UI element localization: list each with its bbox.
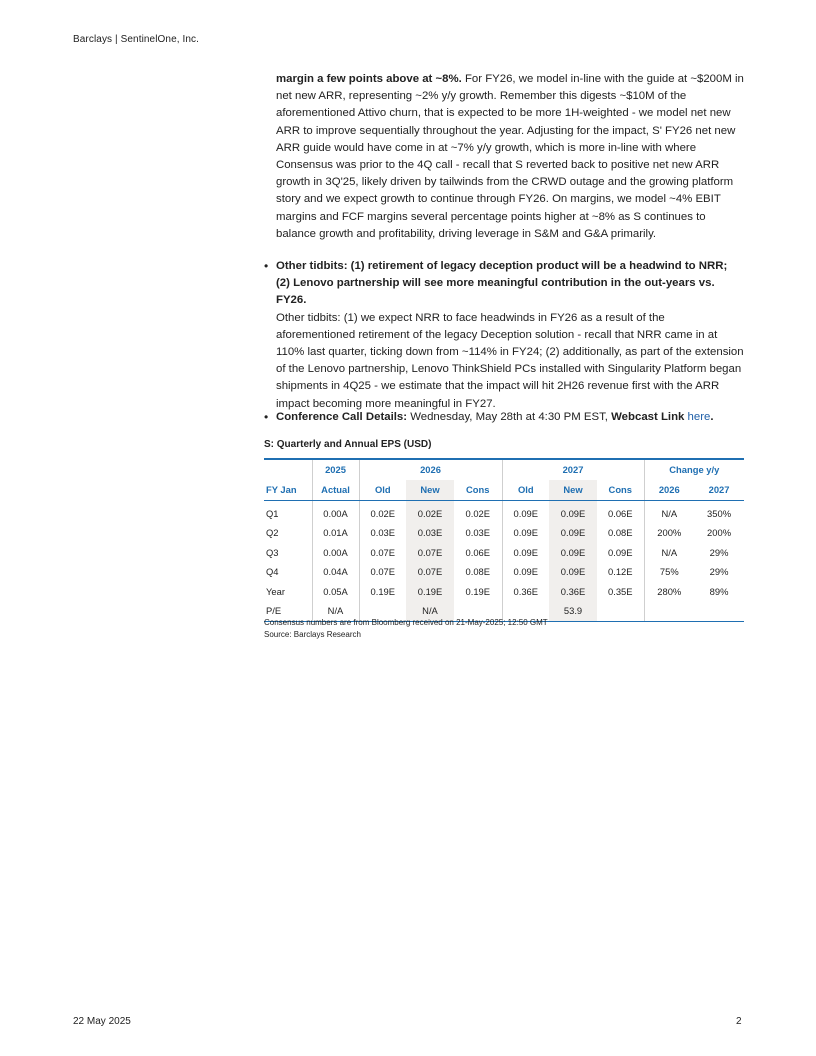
bullet-conference-call [264,409,744,426]
cell-new-2026: 0.03E [406,523,454,543]
cell-cons-2026: 0.02E [465,507,490,519]
cell-new-2026: 0.07E [406,562,454,582]
group-2027: 2027 [502,459,644,480]
table-row [264,543,744,563]
table-row [264,582,744,602]
bullet-heading: Other tidbits: (1) retirement of legacy deception product will be a headwind to NRR; (2) Lenovo partnership will see more meaningful contribution in the out-years vs. FY26. [276,260,728,307]
col-2026-cons: Cons [454,480,502,501]
cell-old-2026: 0.19E [359,582,406,602]
group-2026: 2026 [359,459,502,480]
cell-change-2026: 200% [644,523,694,543]
eps-table [264,458,744,622]
cell-old-2027: 0.09E [502,543,549,563]
cell-cons-2026: 0.03E [465,527,490,539]
conference-label: Conference Call Details: [276,411,408,423]
cell-new-2027: 0.09E [549,543,597,563]
cell-cons-2026: 0.06E [465,546,490,558]
cell-label: Q4 [266,566,279,578]
cell-change-2027: 29% [709,546,729,558]
col-2027-cons: Cons [597,480,644,501]
cell-change-2027: 29% [709,566,729,578]
cell-old-2026: 0.07E [359,562,406,582]
footer-date: 22 May 2025 [73,1016,131,1027]
bullet-other-tidbits [264,258,744,413]
cell-new-2027: 0.09E [549,500,597,523]
col-2026-old: Old [359,480,406,501]
paragraph-text [264,71,744,243]
cell-new-2027: 0.09E [549,523,597,543]
cell-cons-2026: 0.19E [465,585,490,597]
cell-cons-2027 [597,601,644,621]
cell-actual-2025: 0.00A [312,543,359,563]
cell-change-2027: 200% [707,527,732,539]
cell-old-2027: 0.09E [502,562,549,582]
cell-cons-2027: 0.09E [608,546,633,558]
cell-old-2027: 0.09E [502,500,549,523]
column-header-row [264,480,744,501]
cell-old-2027: 0.09E [502,523,549,543]
table-row [264,500,744,523]
paragraph-lead: margin a few points above at ~8%. [276,73,462,85]
document-header: Barclays | SentinelOne, Inc. [73,34,200,45]
cell-new-2027: 53.9 [549,601,597,621]
cell-cons-2027: 0.12E [608,566,633,578]
webcast-label: Webcast Link [611,411,685,423]
consensus-note: Consensus numbers are from Bloomberg received on 21-May-2025; 12:50 GMT [264,618,548,627]
cell-actual-2025: 0.05A [312,582,359,602]
cell-label: Q1 [266,507,279,519]
cell-label: Q3 [266,546,279,558]
period: . [710,411,714,423]
cell-change-2026 [644,601,694,621]
cell-actual-2025: N/A [312,601,359,621]
paragraph-margins [264,71,744,243]
conference-details: Wednesday, May 28th at 4:30 PM EST, [407,411,612,423]
cell-new-2026: 0.02E [406,500,454,523]
bullet-dot: • [264,410,269,424]
source-note: Source: Barclays Research [264,629,361,639]
cell-old-2027: 0.36E [502,582,549,602]
cell-actual-2025: 0.01A [312,523,359,543]
cell-change-2027 [694,601,744,621]
cell-old-2026: 0.02E [359,500,406,523]
cell-new-2026: N/A [406,601,454,621]
cell-old-2026: 0.07E [359,543,406,563]
cell-change-2027: 89% [709,585,729,597]
cell-new-2026: 0.07E [406,543,454,563]
cell-old-2026: 0.03E [359,523,406,543]
col-change-2027: 2027 [694,480,744,501]
col-2026-new: New [406,480,454,501]
cell-change-2026: N/A [644,543,694,563]
cell-new-2027: 0.09E [549,562,597,582]
cell-new-2026: 0.19E [406,582,454,602]
group-2025: 2025 [312,459,359,480]
table-notes [264,617,548,640]
table-title: S: Quarterly and Annual EPS (USD) [264,439,432,450]
cell-cons-2027: 0.08E [608,527,633,539]
col-actual: Actual [312,480,359,501]
bullet-dot: • [264,259,269,273]
cell-actual-2025: 0.04A [312,562,359,582]
cell-change-2027: 350% [707,507,732,519]
cell-new-2027: 0.36E [549,582,597,602]
cell-label: Year [266,585,285,597]
cell-cons-2026: 0.08E [465,566,490,578]
paragraph-body: For FY26, we model in-line with the guide at ~$200M in net new ARR, representing ~2% y/y growth. Remember this digests ~$10M of the aforementioned Attivo churn, that is expected to be more 1H-weighted - we model net new ARR to improve sequentially throughout the year. Adjusting for the impact, S' FY26 net new ARR guide would have come in at ~7% y/y growth, which is more in-line with where Consensus was prior to the 4Q call - recall that S reverted back to positive net new ARR growth in 3Q'25, likely driven by tailwinds from the CRWD outage and the growing platform story and we expect growth to continue through FY26. On margins, we model ~4% EBIT margins and FCF margins several percentage points higher at ~8% as S continues to balance growth and profitability, driving leverage in S&M and G&A primarily. [276,73,744,240]
cell-change-2026: 75% [644,562,694,582]
group-header-row [264,459,744,480]
col-2027-new: New [549,480,597,501]
cell-cons-2027: 0.06E [608,507,633,519]
col-2027-old: Old [502,480,549,501]
cell-change-2026: N/A [644,500,694,523]
table-row [264,562,744,582]
bullet-body: Other tidbits: (1) we expect NRR to face headwinds in FY26 as a result of the aforementioned retirement of the legacy Deception solution - recall that NRR came in at 110% last quarter, ticking down from ~114% in FY24; (2) additionally, as part of the extension of the Lenovo partnership, Lenovo ThinkShield PCs installed with Singularity Platform began shipments in 4Q25 - we estimate that the impact will hit 2H26 revenue first with the ARR impact becoming more meaningful in FY27. [276,311,744,410]
table-row [264,523,744,543]
page-number: 2 [736,1016,742,1027]
col-change-2026: 2026 [644,480,694,501]
group-change: Change y/y [644,459,744,480]
cell-cons-2027: 0.35E [608,585,633,597]
cell-label: P/E [264,601,312,621]
webcast-link[interactable]: here [687,411,711,423]
col-fy-jan: FY Jan [264,480,312,501]
eps-table-body [264,500,744,621]
cell-label: Q2 [266,527,279,539]
cell-actual-2025: 0.00A [312,500,359,523]
cell-change-2026: 280% [644,582,694,602]
